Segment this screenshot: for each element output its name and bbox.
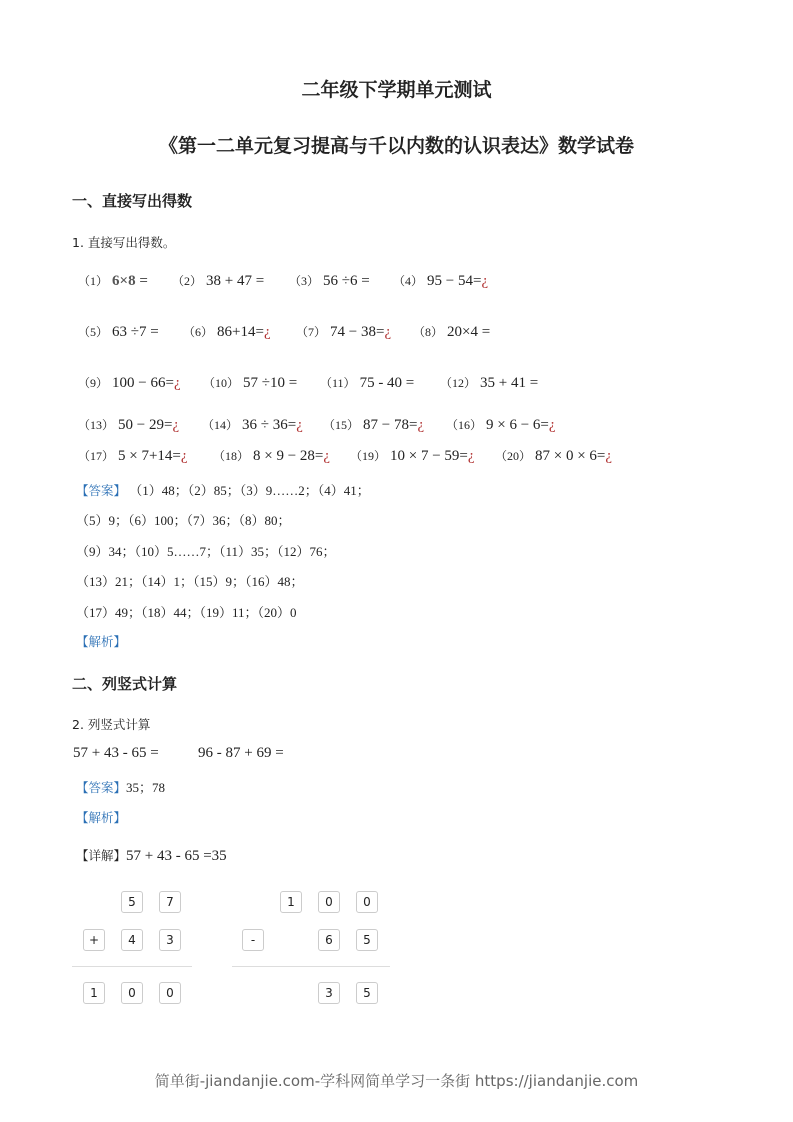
problem-label: （10） xyxy=(203,376,240,390)
equation-1: 57 + 43 - 65 = xyxy=(73,745,159,761)
problem-label: （16） xyxy=(446,418,483,432)
placeholder-mark: ¿ xyxy=(180,448,188,464)
placeholder-mark: ¿ xyxy=(323,448,331,464)
question-1: 1. 直接写出得数。 xyxy=(72,235,176,250)
section2-heading: 二、列竖式计算 xyxy=(72,675,178,693)
digit-box: 3 xyxy=(318,982,340,1004)
divider xyxy=(232,966,390,967)
problem-expression: 100 − 66= xyxy=(112,375,174,391)
placeholder-mark: ¿ xyxy=(172,417,180,433)
problem-label: （20） xyxy=(495,449,532,463)
answer-text: （1）48；（2）85；（3）9……2；（4）41； xyxy=(129,483,370,498)
placeholder-mark: ¿ xyxy=(384,324,392,340)
problem-expression: 20×4 = xyxy=(447,324,491,340)
detail-text: 57 + 43 - 65 =35 xyxy=(126,848,227,864)
footer-watermark: 简单街-jiandanjie.com-学科网简单学习一条街 https://jiandanjie.com xyxy=(154,1072,639,1090)
problem-item xyxy=(440,374,538,392)
problem-item xyxy=(203,374,297,392)
digit-box: 4 xyxy=(121,929,143,951)
problem-item xyxy=(495,447,612,465)
problem-item xyxy=(172,272,264,290)
problem-label: （12） xyxy=(440,376,477,390)
problem-expression: 5 × 7+14= xyxy=(118,448,181,464)
problem-label: （2） xyxy=(172,274,203,288)
answer-tag: 【答案】 xyxy=(76,780,127,795)
problem-expression: 35 + 41 = xyxy=(480,375,539,391)
problem-item xyxy=(289,272,370,290)
problem-item xyxy=(78,447,188,465)
digit-box: 7 xyxy=(159,891,181,913)
digit-box: 0 xyxy=(159,982,181,1004)
answer-line-2 xyxy=(76,777,165,796)
digit-box: 0 xyxy=(318,891,340,913)
placeholder-mark: ¿ xyxy=(605,448,613,464)
detail-line xyxy=(76,846,227,865)
operator-box: - xyxy=(242,929,264,951)
placeholder-mark: ¿ xyxy=(481,273,489,289)
problem-label: （3） xyxy=(289,274,320,288)
problem-expression: 75 - 40 = xyxy=(359,375,415,391)
question-2: 2. 列竖式计算 xyxy=(72,717,151,732)
problem-expression: 63 ÷7 = xyxy=(112,324,159,340)
problem-item xyxy=(78,272,148,290)
placeholder-mark: ¿ xyxy=(296,417,303,433)
problem-expression: 95 − 54= xyxy=(427,273,482,289)
problem-expression: 38 + 47 = xyxy=(206,273,265,289)
problem-label: （19） xyxy=(350,449,387,463)
problem-label: （7） xyxy=(296,325,327,339)
problem-expression: 57 ÷10 = xyxy=(243,375,298,391)
problem-item xyxy=(78,374,181,392)
equation-2: 96 - 87 + 69 = xyxy=(198,745,284,761)
problem-item xyxy=(183,323,271,341)
problem-label: （4） xyxy=(393,274,424,288)
digit-box: 0 xyxy=(356,891,378,913)
problem-expression: 86+14= xyxy=(217,324,264,340)
problem-item xyxy=(78,416,179,434)
problem-item xyxy=(323,416,424,434)
problem-item xyxy=(213,447,330,465)
problem-expression: 8 × 9 − 28= xyxy=(253,448,324,464)
problem-label: （13） xyxy=(78,418,115,432)
problem-label: （6） xyxy=(183,325,214,339)
problem-label: （14） xyxy=(202,418,239,432)
problem-label: （5） xyxy=(78,325,109,339)
answer-line: （5）9；（6）100；（7）36；（8）80； xyxy=(76,513,291,528)
problem-item xyxy=(78,323,159,341)
problem-expression: 87 − 78= xyxy=(363,417,418,433)
analysis-tag: 【解析】 xyxy=(76,634,127,649)
digit-box: 0 xyxy=(121,982,143,1004)
problem-item xyxy=(350,447,475,465)
problem-label: （8） xyxy=(413,325,444,339)
subtitle: 《第一二单元复习提高与千以内数的认识表达》数学试卷 xyxy=(158,135,634,157)
answer-line: （9）34；（10）5……7；（11）35；（12）76； xyxy=(76,544,336,559)
problem-label: （9） xyxy=(78,376,109,390)
digit-box: 6 xyxy=(318,929,340,951)
problem-expression: 50 − 29= xyxy=(118,417,173,433)
answer-line: （17）49；（18）44；（19）11；（20）0 xyxy=(76,605,297,620)
problem-item xyxy=(446,416,556,434)
problem-expression: 74 − 38= xyxy=(330,324,385,340)
digit-box: 1 xyxy=(83,982,105,1004)
section1-heading: 一、直接写出得数 xyxy=(72,192,193,210)
problem-label: （11） xyxy=(320,376,356,390)
problem-expression: 10 × 7 − 59= xyxy=(390,448,468,464)
problem-expression: 6×8 = xyxy=(112,273,148,289)
digit-box: 5 xyxy=(356,929,378,951)
placeholder-mark: ¿ xyxy=(173,375,181,391)
problem-label: （17） xyxy=(78,449,115,463)
problem-label: （1） xyxy=(78,274,109,288)
problem-expression: 9 × 6 − 6= xyxy=(486,417,549,433)
answer-text: 35；78 xyxy=(126,780,166,795)
placeholder-mark: ¿ xyxy=(467,448,475,464)
placeholder-mark: ¿ xyxy=(548,417,556,433)
divider xyxy=(72,966,192,967)
problem-expression: 56 ÷6 = xyxy=(323,273,370,289)
answer-line xyxy=(76,480,370,499)
problem-item xyxy=(296,323,391,341)
problem-label: （18） xyxy=(213,449,250,463)
problem-item xyxy=(202,416,303,434)
answer-line: （13）21；（14）1；（15）9；（16）48； xyxy=(76,574,304,589)
digit-box: 3 xyxy=(159,929,181,951)
digit-box: 5 xyxy=(356,982,378,1004)
placeholder-mark: ¿ xyxy=(417,417,425,433)
title: 二年级下学期单元测试 xyxy=(301,79,492,101)
analysis-tag: 【解析】 xyxy=(76,810,127,825)
problem-label: （15） xyxy=(323,418,360,432)
digit-box: 1 xyxy=(280,891,302,913)
digit-box: 5 xyxy=(121,891,143,913)
detail-tag: 【详解】 xyxy=(76,848,127,863)
problem-item xyxy=(413,323,490,341)
problem-expression: 36 ÷ 36= xyxy=(242,417,297,433)
problem-item xyxy=(320,374,414,392)
problem-item xyxy=(393,272,488,290)
answer-tag: 【答案】 xyxy=(76,483,127,498)
problem-expression: 87 × 0 × 6= xyxy=(535,448,606,464)
placeholder-mark: ¿ xyxy=(263,324,271,340)
operator-box: + xyxy=(83,929,105,951)
